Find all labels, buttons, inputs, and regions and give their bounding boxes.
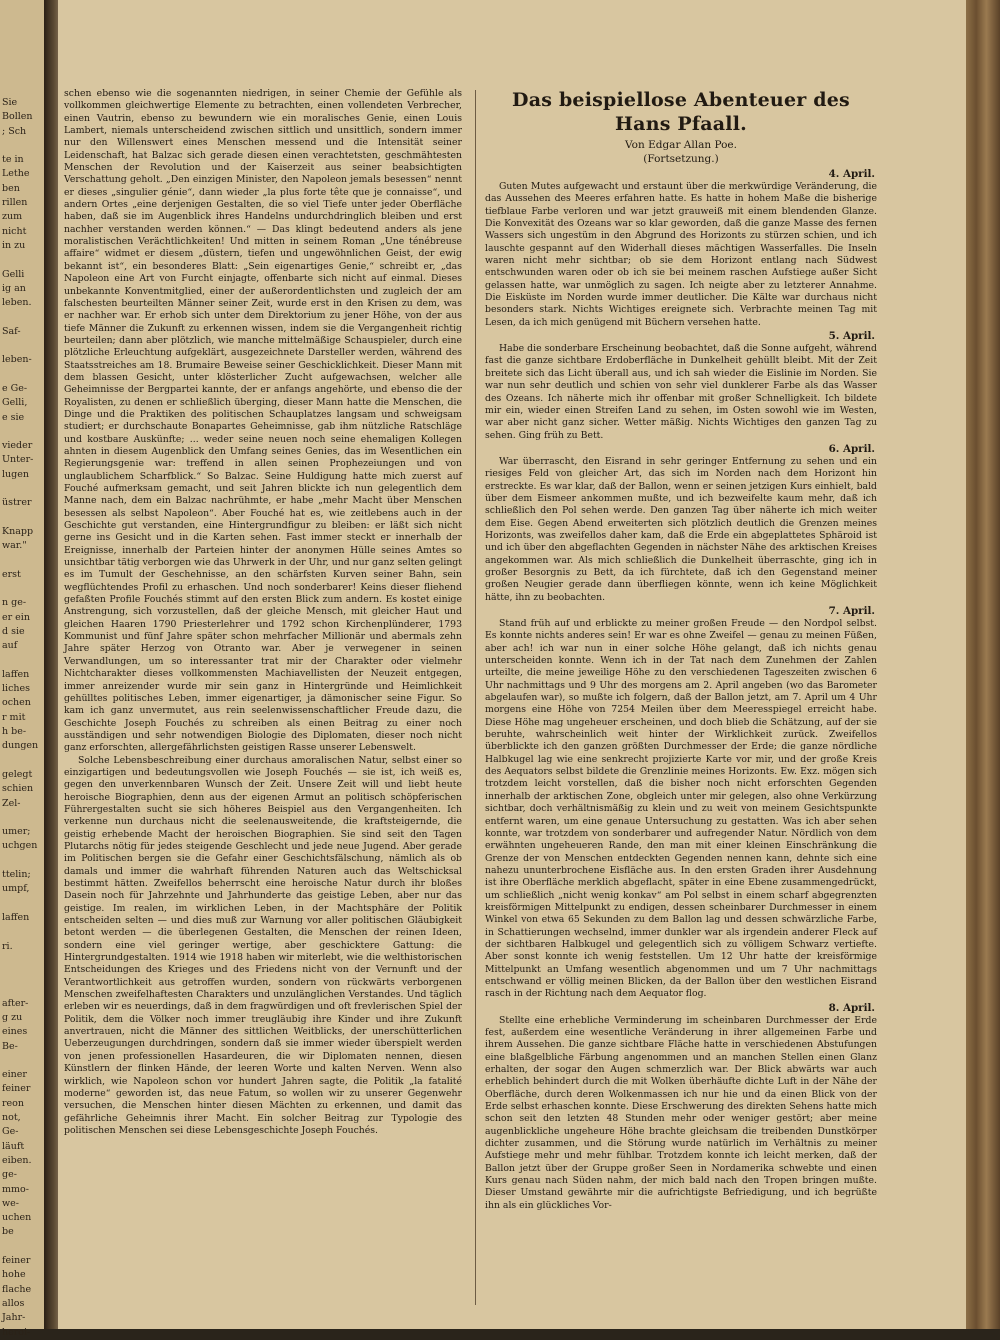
left-margin-fragment: Knapp	[2, 525, 34, 537]
left-margin-fragment: allos	[2, 1297, 25, 1309]
left-margin-fragment: umer;	[2, 826, 31, 838]
left-margin-fragment: feiner	[2, 1083, 31, 1095]
left-margin-fragment: n ge-	[2, 597, 27, 609]
entry-text: Stand früh auf und erblickte zu meiner großen Freude — den Nordpol selbst. Es konnte nichts anderes sein! Er war es ohne Zweifel — genau zu meinen Füßen, aber ach! ich war nun in einer solche Höhe gelangt, daß ich nichts genau unterscheiden konnte. Wenn ich in der Tat nach dem Zunehmen der Zahlen urteilte, die meine jeweilige Höhe zu den verschiedenen Tageszeiten zwischen 6 Uhr nachmittags und 9 Uhr des morgens am 2. April angeben (wo das Barometer abgelaufen war), so mußte ich folgern, daß der Ballon jetzt, am 7. April um 4 Uhr morgens eine Höhe von 7254 Meilen über dem Meeresspiegel erreicht habe. Diese Höhe mag ungeheuer erscheinen, und doch blieb die Schätzung, auf der sie beruhte, wahrscheinlich weit hinter der Wirklichkeit zurück. Zweifellos überblickte ich den ganzen größten Durchmesser der Erde; die ganze nördliche Halbkugel lag wie eine senkrecht projizierte Karte vor mir, und der große Kreis des Aequators selbst bildete die Grenzlinie meines Horizonts. Ew. Exz. mögen sich trotzdem leicht vorstellen, daß die bisher noch nicht erforschten Gegenden innerhalb der arktischen Zone, obgleich unter mir gelegen, also ohne Verkürzung sichtbar, doch verhältnismäßig zu klein und zu weit von meinem Gesichtspunkte entfernt waren, um eine genaue Untersuchung zu gestatten. Was ich aber sehen konnte, war trotzdem von sonderbarer und aufregender Natur. Nördlich von dem erwähnten ungeheueren Rande, den man mit einer kleinen Einschränkung die Grenze der von Menschen entdeckten Gegenden nennen kann, dehnte sich eine nahezu ununterbrochene Eisfläche aus. In den ersten Graden ihrer Ausdehnung ist ihre Oberfläche merklich abgeflacht, später in eine Ebene zusammengedrückt, um schließlich „nicht wenig konkav“ am Pol selbst in einem scharf abgegrenzten kreisförmigen Mittelpunkt zu endigen, dessen scheinbarer Durchmesser in einem Winkel von etwa 65 Sekunden zu dem Ballon lag und dessen schwärzliche Farbe, in Schattierungen wechselnd, immer dunkler war als irgendein anderer Fleck auf der sichtbaren Halbkugel und gelegentlich sich zu völligem Schwarz vertiefte. Aber sonst konnte ich wenig feststellen. Um 12 Uhr hatte der kreisförmige Mittelpunkt an Umfang wesentlich abgenommen und um 7 Uhr nachmittags entschwand er völlig meinen Blicken, da der Ballon über den westlichen Eisrand rasch in der Richtung nach dem Aequator flog.	[485, 618, 877, 1000]
left-margin-fragment: zum	[2, 211, 23, 223]
left-margin-fragment: Saf-	[2, 325, 21, 337]
left-margin-fragment: Zel-	[2, 797, 21, 809]
left-margin-fragment: flache	[2, 1283, 32, 1295]
left-margin-fragment: Gelli,	[2, 397, 28, 409]
left-margin-fragment: ttelin;	[2, 869, 31, 881]
left-page-edge	[0, 0, 48, 1338]
left-margin-fragment: g zu	[2, 1012, 23, 1023]
left-margin-fragment: umpf,	[2, 883, 30, 895]
left-margin-fragment: Ge-	[2, 1126, 19, 1138]
entry-date: 5. April.	[828, 330, 875, 343]
left-margin-fragment: in zu	[2, 239, 26, 251]
left-margin-fragment	[2, 754, 46, 768]
left-margin-fragment	[2, 968, 46, 982]
left-margin-fragment: lugen	[2, 468, 29, 480]
left-margin-fragment: Gelli	[2, 268, 25, 280]
left-paragraph-2: Solche Lebensbeschreibung einer durchaus amoralischen Natur, selbst einer so einzigartigen und bedeutungsvollen wie Joseph Fouchés — sie ist, ich weiß es, gegen den unverkennbaren Wunsch der Zeit. Unsere Zeit will und liebt heute heroische Biographien, denn aus der eigenen Armut an politisch schöpferischen Führergestalten sucht sie sich höheres Beispiel aus den Vergangenheiten. Ich verkenne nun durchaus nicht die seelenausweitende, die kraftsteigernde, die geistig erhebende Macht der heroischen Biographien. Sie sind seit den Tagen Plutarchs nötig für jedes steigende Geschlecht und jede neue Jugend. Aber gerade im Politischen bergen sie die Gefahr einer Geschichtsfälschung, nämlich als ob damals und immer die wahrhaft führenden Naturen auch das Weltschicksal bestimmt hätten. Zweifellos beherrscht eine heroische Natur durch ihr bloßes Dasein noch für Jahrzehnte und Jahrhunderte das geistige Leben, aber nur das geistige. Im realen, im wirklichen Leben, in der Machtsphäre der Politik entscheiden selten — und dies muß zur Warnung vor aller politischen Gläubigkeit betont werden — die überlegenen Gestalten, die Menschen der reinen Ideen, sondern eine viel geringer wertige, aber geschicktere Gattung: die Hintergrundgestalten. 1914 wie 1918 haben wir miterlebt, wie die welthistorischen Entscheidungen des Krieges und des Friedens nicht von der Vernunft und der Verantwortlichkeit aus getroffen wurden, sondern von rückwärts verborgenen Menschen zweifelhaftesten Charakters und unzulänglichen Verstandes. Und täglich erleben wir es neuerdings, daß in dem fragwürdigen und oft frevlerischen Spiel der Politik, dem die Völker noch immer treugläubig ihre Kinder und ihre Zukunft anvertrauen, nicht die Männer des sittlichen Weitblicks, der unerschütterlichen Ueberzeugungen durchdringen, sondern daß sie immer wieder überspielt werden von jenen professionellen Hasardeuren, die wir Diplomaten nennen, diesen Künstlern der flinken Hände, der leeren Worte und kalten Nerven. Wenn also wirklich, wie Napoleon schon vor hundert Jahren sagte, die Politik „la fatalité moderne“ geworden ist, das neue Fatum, so wollen wir zu unserer Gegenwehr versuchen, die Menschen hinter diesen Mächten zu erkennen, und damit das gefährliche Geheimnis ihrer Macht. Ein solcher Beitrag zur Typologie des politischen Menschen sei diese Lebensgeschichte Joseph Fouchés.	[64, 754, 462, 1136]
left-margin-fragment: laffen	[2, 911, 30, 923]
left-margin-fragment	[2, 811, 46, 825]
left-margin-fragment: leben.	[2, 297, 32, 309]
left-margin-fragment	[2, 582, 46, 596]
left-margin-fragment: hohe	[2, 1269, 26, 1281]
left-margin-fragment	[2, 982, 46, 996]
right-page-edge	[966, 0, 1000, 1329]
left-margin-fragment: eines	[2, 1026, 28, 1038]
entry-text: Guten Mutes aufgewacht und erstaunt über die merkwürdige Veränderung, die das Aussehen des Meeres erfahren hatte. Es hatte in hohem Maße die bisherige tiefblaue Farbe verloren und war jetzt grauweiß mit einem blendenden Glanze. Die Konvexität des Ozeans war so klar geworden, daß die ganze Masse des fernen Wassers sich ungestüm in den Abgrund des Horizonts zu stürzen schien, und ich lauschte gespannt auf den Widerhall dieses mächtigen Wasserfalles. Die Inseln waren nicht mehr sichtbar; ob sie dem Horizont entlang nach Südwest entschwunden waren oder ob ich sie bei meinem raschen Aufstiege außer Sicht gelassen hatte, war unmöglich zu sagen. Ich neigte aber zu letzterer Annahme. Die Eisküste im Norden wurde immer deutlicher. Die Kälte war durchaus nicht besonders stark. Nichts Wichtiges ereignete sich. Verbrachte meinen Tag mit Lesen, da ich mich genügend mit Büchern versehen hatte.	[485, 181, 877, 328]
left-margin-fragment	[2, 482, 46, 496]
left-margin-fragment: mmo-	[2, 1183, 29, 1195]
left-margin-fragment: ri.	[2, 940, 13, 952]
left-margin-fragment: Jahr-	[2, 1312, 26, 1324]
entry-text: Habe die sonderbare Erscheinung beobachtet, daß die Sonne aufgeht, während fast die ganze sichtbare Erdoberfläche in Dunkelheit gehüllt bleibt. Mit der Zeit breitete sich das Licht überall aus, und ich sah wieder die Eislinie im Norden. Sie war nun sehr deutlich und schien von sehr viel dunklerer Farbe als das Wasser des Ozeans. Ich näherte mich ihr offenbar mit großer Schnelligkeit. Ich bildete mir ein, wieder einen Streifen Land zu sehen, im Osten sowohl wie im Westen, war aber nicht ganz sicher. Wetter mäßig. Nichts Wichtiges den ganzen Tag zu sehen. Ging früh zu Bett.	[485, 343, 877, 441]
article-byline: Von Edgar Allan Poe.	[625, 139, 737, 151]
left-margin-fragment	[2, 1054, 46, 1068]
left-margin-fragment	[2, 854, 46, 868]
entry-date: 4. April.	[828, 168, 875, 180]
left-margin-fragment: leben-	[2, 354, 32, 366]
entry-date: 7. April.	[828, 605, 875, 617]
left-margin-fragment: heroi-	[2, 1326, 31, 1338]
left-margin-fragment: auf	[2, 640, 18, 652]
left-margin-fragment: te in	[2, 154, 24, 166]
left-margin-fragment: gelegt	[2, 768, 33, 780]
left-margin-fragment	[2, 1240, 46, 1254]
left-margin-fragment: ben	[2, 182, 20, 194]
left-margin-fragment: läuft	[2, 1140, 25, 1152]
left-margin-fragment: schien	[2, 783, 34, 795]
left-margin-fragment: rillen	[2, 197, 28, 209]
left-margin-fragment: uchgen	[2, 840, 38, 852]
left-margin-fragment	[2, 310, 46, 324]
left-column	[64, 88, 462, 1308]
left-margin-fragment: Unter-	[2, 454, 34, 466]
left-margin-fragment	[2, 425, 46, 439]
left-margin-fragment: einer	[2, 1069, 27, 1081]
left-margin-fragment: Sie	[2, 97, 18, 108]
entry-date: 8. April.	[828, 1001, 875, 1014]
column-divider	[475, 90, 476, 1305]
left-margin-fragment: ge-	[2, 1169, 17, 1181]
left-margin-fragment: vieder	[2, 440, 33, 452]
left-margin-fragment: be	[2, 1226, 14, 1238]
left-margin-fragment	[2, 511, 46, 525]
left-margin-fragment: d sie	[2, 625, 25, 637]
left-margin-fragment: we-	[2, 1197, 19, 1209]
left-paragraph-1: schen ebenso wie die sogenannten niedrigen, in seiner Chemie der Gefühle als vollkommen gleichwertige Elemente zu betrachten, einen vollendeten Verbrecher, einen Vautrin, ebenso zu bewundern wie ein moralisches Genie, einen Louis Lambert, niemals unterscheidend zwischen sittlich und unsittlich, sondern immer nur den Willenswert eines Menschen messend und die Intensität seiner Leidenschaft, hat Balzac sich gerade diesen einen verachtetsten, geschmähtesten Menschen der Revolution und der Kaiserzeit aus seiner beabsichtigten Verschattung geholt. „Den einzigen Minister, den Napoleon jemals besessen“ nennt er dieses „singulier génie“, dann wieder „la plus forte tête que je connaisse“, und andern Ortes „eine derjenigen Gestalten, die so viel Tiefe unter jeder Oberfläche haben, daß sie im Augenblick ihres Handelns undurchdringlich bleiben und erst nachher verstanden werden können.“ — Das klingt bedeutend anders als jene moralistischen Verächtlichkeiten! Und mitten in seinem Roman „Une ténébreuse affaire“ widmet er diesem „düstern, tiefen und ungewöhnlichen Geist, der ewig bekannt ist“, ein besonderes Blatt: „Sein eigenartiges Genie,“ schreibt er, „das Napoleon eine Art von Furcht einjagte, offenbarte sich nicht auf einmal. Dieses unbekannte Konventmitglied, einer der außerordentlichsten und zugleich der am falschesten beurteilten Männer seiner Zeit, wurde erst in den Krisen zu dem, was er nachher war. Er erhob sich unter dem Direktorium zu jener Höhe, von der aus tiefe Männer die Zukunft zu erkennen wissen, indem sie die Vergangenheit richtig beurteilen; dann aber plötzlich, wie manche mittelmäßige Schauspieler, durch eine plötzliche Erleuchtung aufgeklärt, ausgezeichnete Darsteller werden, während des Staatsstreiches am 18. Brumaire Beweise seiner Geschicklichkeit. Dieser Mann mit dem blassen Gesicht, unter klösterlicher Zucht aufgewachsen, welcher alle Geheimnisse der Bergpartei kannte, der er anfangs angehörte, und ebenso die der Royalisten, zu denen er schließlich überging, dieser Mann hatte die Menschen, die Dinge und die Praktiken des politischen Schauplatzes langsam und schweigsam studiert; er durchschaute Bonapartes Geheimnisse, gab ihm nützliche Ratschläge und kostbare Auskünfte; ... weder seine neuen noch seine ehemaligen Kollegen ahnten in diesem Augenblick den Umfang seines Genies, das im Wesentlichen ein Regierungsgenie war: treffend in allen seinen Prophezeiungen und von unglaublichem Scharfblick.“ So Balzac. Seine Huldigung hatte mich zuerst auf Fouché aufmerksam gemacht, und seit Jahren blickte ich nun gelegentlich dem Manne nach, dem ein Balzac nachrühmte, er habe „mehr Macht über Menschen besessen als selbst Napoleon“. Aber Fouché hat es, wie zeitlebens auch in der Geschichte gut verstanden, eine Hintergrundfigur zu bleiben: er läßt sich nicht gerne ins Gesicht und in die Karten sehen. Fast immer steckt er innerhalb der Ereignisse, innerhalb der Parteien hinter der anonymen Hülle seines Amtes so unsichtbar tätig verborgen wie das Uhrwerk in der Uhr, und nur ganz selten gelingt es im Tumult der Geschehnisse, an den schärfsten Kurven seiner Bahn, sein wegflüchtendes Profil zu erhaschen. Und noch sonderbarer! Keins dieser fliehend gefaßten Profile Fouchés stimmt auf den ersten Blick zum andern. Es kostet einige Anstrengung, sich vorzustellen, daß der gleiche Mensch, mit gleicher Haut und gleichen Haaren 1790 Priesterlehrer und 1792 schon Kirchenplünderer, 1793 Kommunist und fünf Jahre später schon mehrfacher Millionär und abermals zehn Jahre später Herzog von Otranto war. Aber je verwegener in seinen Verwandlungen, um so interessanter trat mir der Charakter oder vielmehr Nichtcharakter dieses vollkommensten Machiavellisten der Neuzeit entgegen, immer anreizender wurde mir sein ganz in Hintergründe und Heimlichkeit gehülltes politisches Leben, immer eigenartiger, ja dämonischer seine Figur. So kam ich ganz unvermutet, aus rein seelenwissenschaftlicher Freude dazu, die Geschichte Joseph Fouchés zu schreiben als einen Beitrag zu einer noch ausständigen und sehr notwendigen Biologie des Diplomaten, dieser noch nicht ganz erforschten, allergefährlichsten geistigen Rasse unserer Lebenswelt.	[64, 88, 462, 754]
left-margin-fragment: after-	[2, 997, 29, 1009]
left-margin-fragment: erst	[2, 568, 21, 580]
left-margin-fragment: ig an	[2, 282, 26, 294]
left-margin-fragment: Lethe	[2, 168, 30, 180]
left-margin-fragment: üstrer	[2, 497, 32, 509]
left-margin-fragment: eiben.	[2, 1154, 32, 1166]
left-margin-fragment: war."	[2, 540, 27, 552]
left-margin-fragment	[2, 925, 46, 939]
left-margin-fragment: uchen	[2, 1212, 32, 1224]
left-margin-fragment: er ein	[2, 611, 30, 623]
left-margin-fragment: Bollen	[2, 111, 33, 123]
left-margin-fragment: ochen	[2, 697, 31, 709]
left-margin-fragment: Be-	[2, 1040, 18, 1052]
entry-text: War überrascht, den Eisrand in sehr geringer Entfernung zu sehen und ein riesiges Feld von gleicher Art, das sich im Norden nach dem Horizont hin erstreckte. Es war klar, daß der Ballon, wenn er seinen jetzigen Kurs einhielt, bald über dem Eismeer ankommen mußte, und ich bezweifelte kaum mehr, daß ich schließlich den Pol sehen werde. Den ganzen Tag über näherte ich mich weiter dem Eise. Gegen Abend erweiterten sich plötzlich deutlich die Grenzen meines Horizonts, was zweifellos daher kam, daß die Erde ein abgeplattetes Sphäroid ist und ich über den abgeflachten Gegenden in nächster Nähe des arktischen Kreises angekommen war. Als mich schließlich die Dunkelheit überraschte, ging ich in großer Besorgnis zu Bett, da ich fürchtete, daß ich den Gegenstand meiner großen Neugier gerade dann überfliegen könnte, wenn ich keine Möglichkeit hätte, ihn zu beobachten.	[485, 455, 877, 603]
left-margin-fragment: dungen	[2, 740, 39, 752]
left-margin-fragment	[2, 253, 46, 267]
left-margin-fragment: ; Sch	[2, 125, 27, 137]
left-margin-fragment	[2, 954, 46, 968]
left-margin-fragment: reon	[2, 1097, 25, 1109]
left-margin-fragment	[2, 368, 46, 382]
left-margin-fragment: r mit	[2, 711, 26, 723]
left-margin-fragment: laffen	[2, 668, 30, 680]
left-margin-fragment	[2, 339, 46, 353]
left-margin-fragment: not,	[2, 1112, 21, 1124]
left-margin-fragment	[2, 654, 46, 668]
left-margin-fragment: liches	[2, 683, 31, 695]
left-margin-fragment: h be-	[2, 726, 27, 738]
left-margin-fragment	[2, 897, 46, 911]
left-margin-fragment	[2, 554, 46, 568]
entry-text: Stellte eine erhebliche Verminderung im scheinbaren Durchmesser der Erde fest, außerdem eine wesentliche Veränderung in ihrer allgemeinen Farbe und ihrem Aussehen. Die ganze sichtbare Fläche hatte in verschiedenen Abstufungen eine blaßgelbliche Färbung angenommen und an manchen Stellen einen Glanz erhalten, der sogar den Augen schmerzlich war. Der Blick abwärts war auch erheblich behindert durch die mit Wolken überhäufte dichte Luft in der Nähe der Oberfläche, durch deren Wolkenmassen ich nur hie und da einen Blick von der Erde selbst erhaschen konnte. Diese Erschwerung des direkten Sehens hatte mich schon seit den letzten 48 Stunden mehr oder weniger gestört; aber meine augenblickliche ungeheure Höhe brachte gleichsam die treibenden Dunstkörper dichter zusammen, und die Störung wurde natürlich im Verhältnis zu meiner Aufstiege mehr und mehr fühlbar. Trotzdem konnte ich leicht merken, daß der Ballon jetzt über der Gruppe großer Seen in Nordamerika schwebte und einen Kurs genau nach Süden nahm, der mich bald nach den Tropen bringen mußte. Dieser Umstand gewährte mir die aufrichtigste Befriedigung, und ich begrüßte ihn als ein glückliches Vor-	[485, 1014, 877, 1211]
left-margin-fragment	[2, 139, 46, 153]
right-column	[485, 88, 877, 1328]
left-margin-fragment: nicht	[2, 225, 27, 237]
entry-date: 6. April.	[828, 442, 875, 455]
article-continuation: (Fortsetzung.)	[643, 153, 719, 165]
left-margin-fragment: e sie	[2, 411, 25, 423]
left-margin-fragment: feiner	[2, 1255, 31, 1267]
article-title: Das beispiellose Abenteuer des Hans Pfaall.	[512, 89, 850, 135]
left-margin-fragment: e Ge-	[2, 382, 28, 394]
left-margin-fragments	[2, 96, 46, 1340]
